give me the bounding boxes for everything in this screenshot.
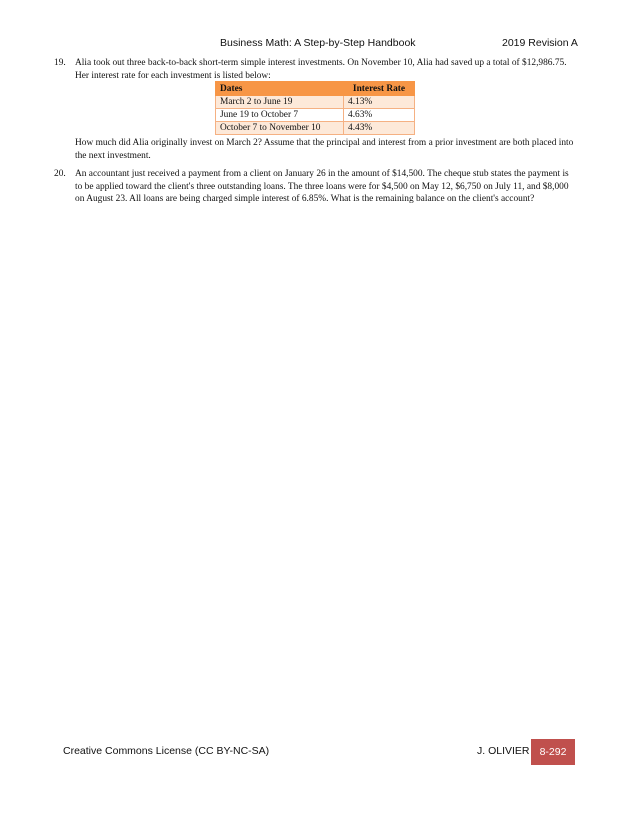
- page-header: [0, 37, 630, 51]
- author-name: J. OLIVIER: [477, 745, 530, 757]
- table-row: [216, 109, 415, 122]
- problem-text: An accountant just received a payment from a client on January 26 in the amount of $14,500. The cheque stub states the payment is to be applied toward the client's three outstanding loans. The three loans were for $4,500 on May 12, $6,750 on July 11, and $8,000 on August 23. All loans are being charged simple interest of 6.85%. What is the remaining balance on the client's account?: [75, 169, 569, 205]
- date-range-cell: October 7 to November 10: [216, 122, 344, 135]
- column-header-interest-rate: Interest Rate: [344, 82, 415, 96]
- problem-number: 20.: [54, 169, 66, 179]
- page-number-badge: 8-292: [531, 739, 575, 765]
- table-row: [216, 122, 415, 135]
- table-row: [216, 96, 415, 109]
- problem-number: 19.: [54, 58, 66, 68]
- rate-cell: 4.63%: [344, 109, 415, 122]
- column-header-dates: Dates: [216, 82, 344, 96]
- date-range-cell: March 2 to June 19: [216, 96, 344, 109]
- license-text: Creative Commons License (CC BY-NC-SA): [63, 745, 270, 757]
- rate-cell: 4.13%: [344, 96, 415, 109]
- date-range-cell: June 19 to October 7: [216, 109, 344, 122]
- problem-19-question: How much did Alia originally invest on March 2? Assume that the principal and interest from a prior investment are both placed into the next investment.: [75, 138, 574, 161]
- problem-20: [54, 168, 574, 206]
- problem-19: [54, 57, 574, 82]
- page-footer: [0, 739, 630, 765]
- interest-rate-table: [215, 81, 415, 135]
- revision-label: 2019 Revision A: [502, 37, 578, 49]
- table-header-row: [216, 82, 415, 96]
- rate-cell: 4.43%: [344, 122, 415, 135]
- book-title: Business Math: A Step-by-Step Handbook: [220, 37, 416, 49]
- problem-text: Alia took out three back-to-back short-term simple interest investments. On November 10, Alia had saved up a total of $12,986.75. Her interest rate for each investment is listed below:: [75, 58, 567, 81]
